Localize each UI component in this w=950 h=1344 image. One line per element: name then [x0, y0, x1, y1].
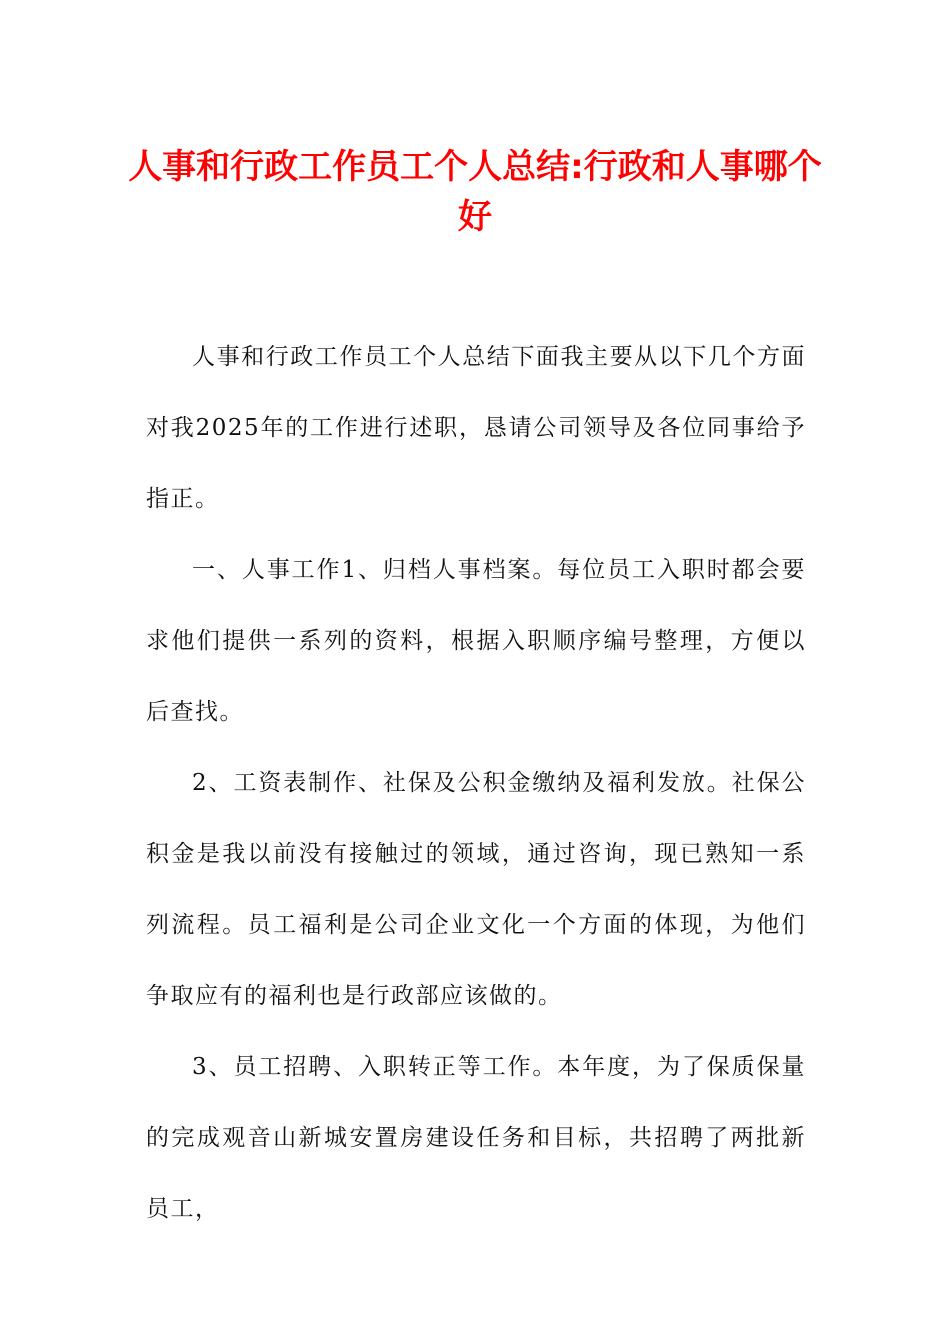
paragraph-intro: 人事和行政工作员工个人总结下面我主要从以下几个方面对我2025年的工作进行述职，恳请公司领导及各位同事给予指正。 — [146, 344, 806, 512]
paragraph-hr-archive: 一、人事工作1、归档人事档案。每位员工入职时都会要求他们提供一系列的资料，根据入职顺序编号整理，方便以后查找。 — [146, 557, 806, 725]
document-title: 人事和行政工作员工个人总结:行政和人事哪个好 — [128, 147, 822, 237]
document-body — [146, 322, 806, 1245]
paragraph-payroll-social-security: 2、工资表制作、社保及公积金缴纳及福利发放。社保公积金是我以前没有接触过的领域，通过咨询，现已熟知一系列流程。员工福利是公司企业文化一个方面的体现，为他们争取应有的福利也是行政部应该做的。 — [146, 770, 806, 1009]
paragraph-recruitment: 3、员工招聘、入职转正等工作。本年度，为了保质保量的完成观音山新城安置房建设任务和目标，共招聘了两批新员工， — [146, 1054, 806, 1222]
